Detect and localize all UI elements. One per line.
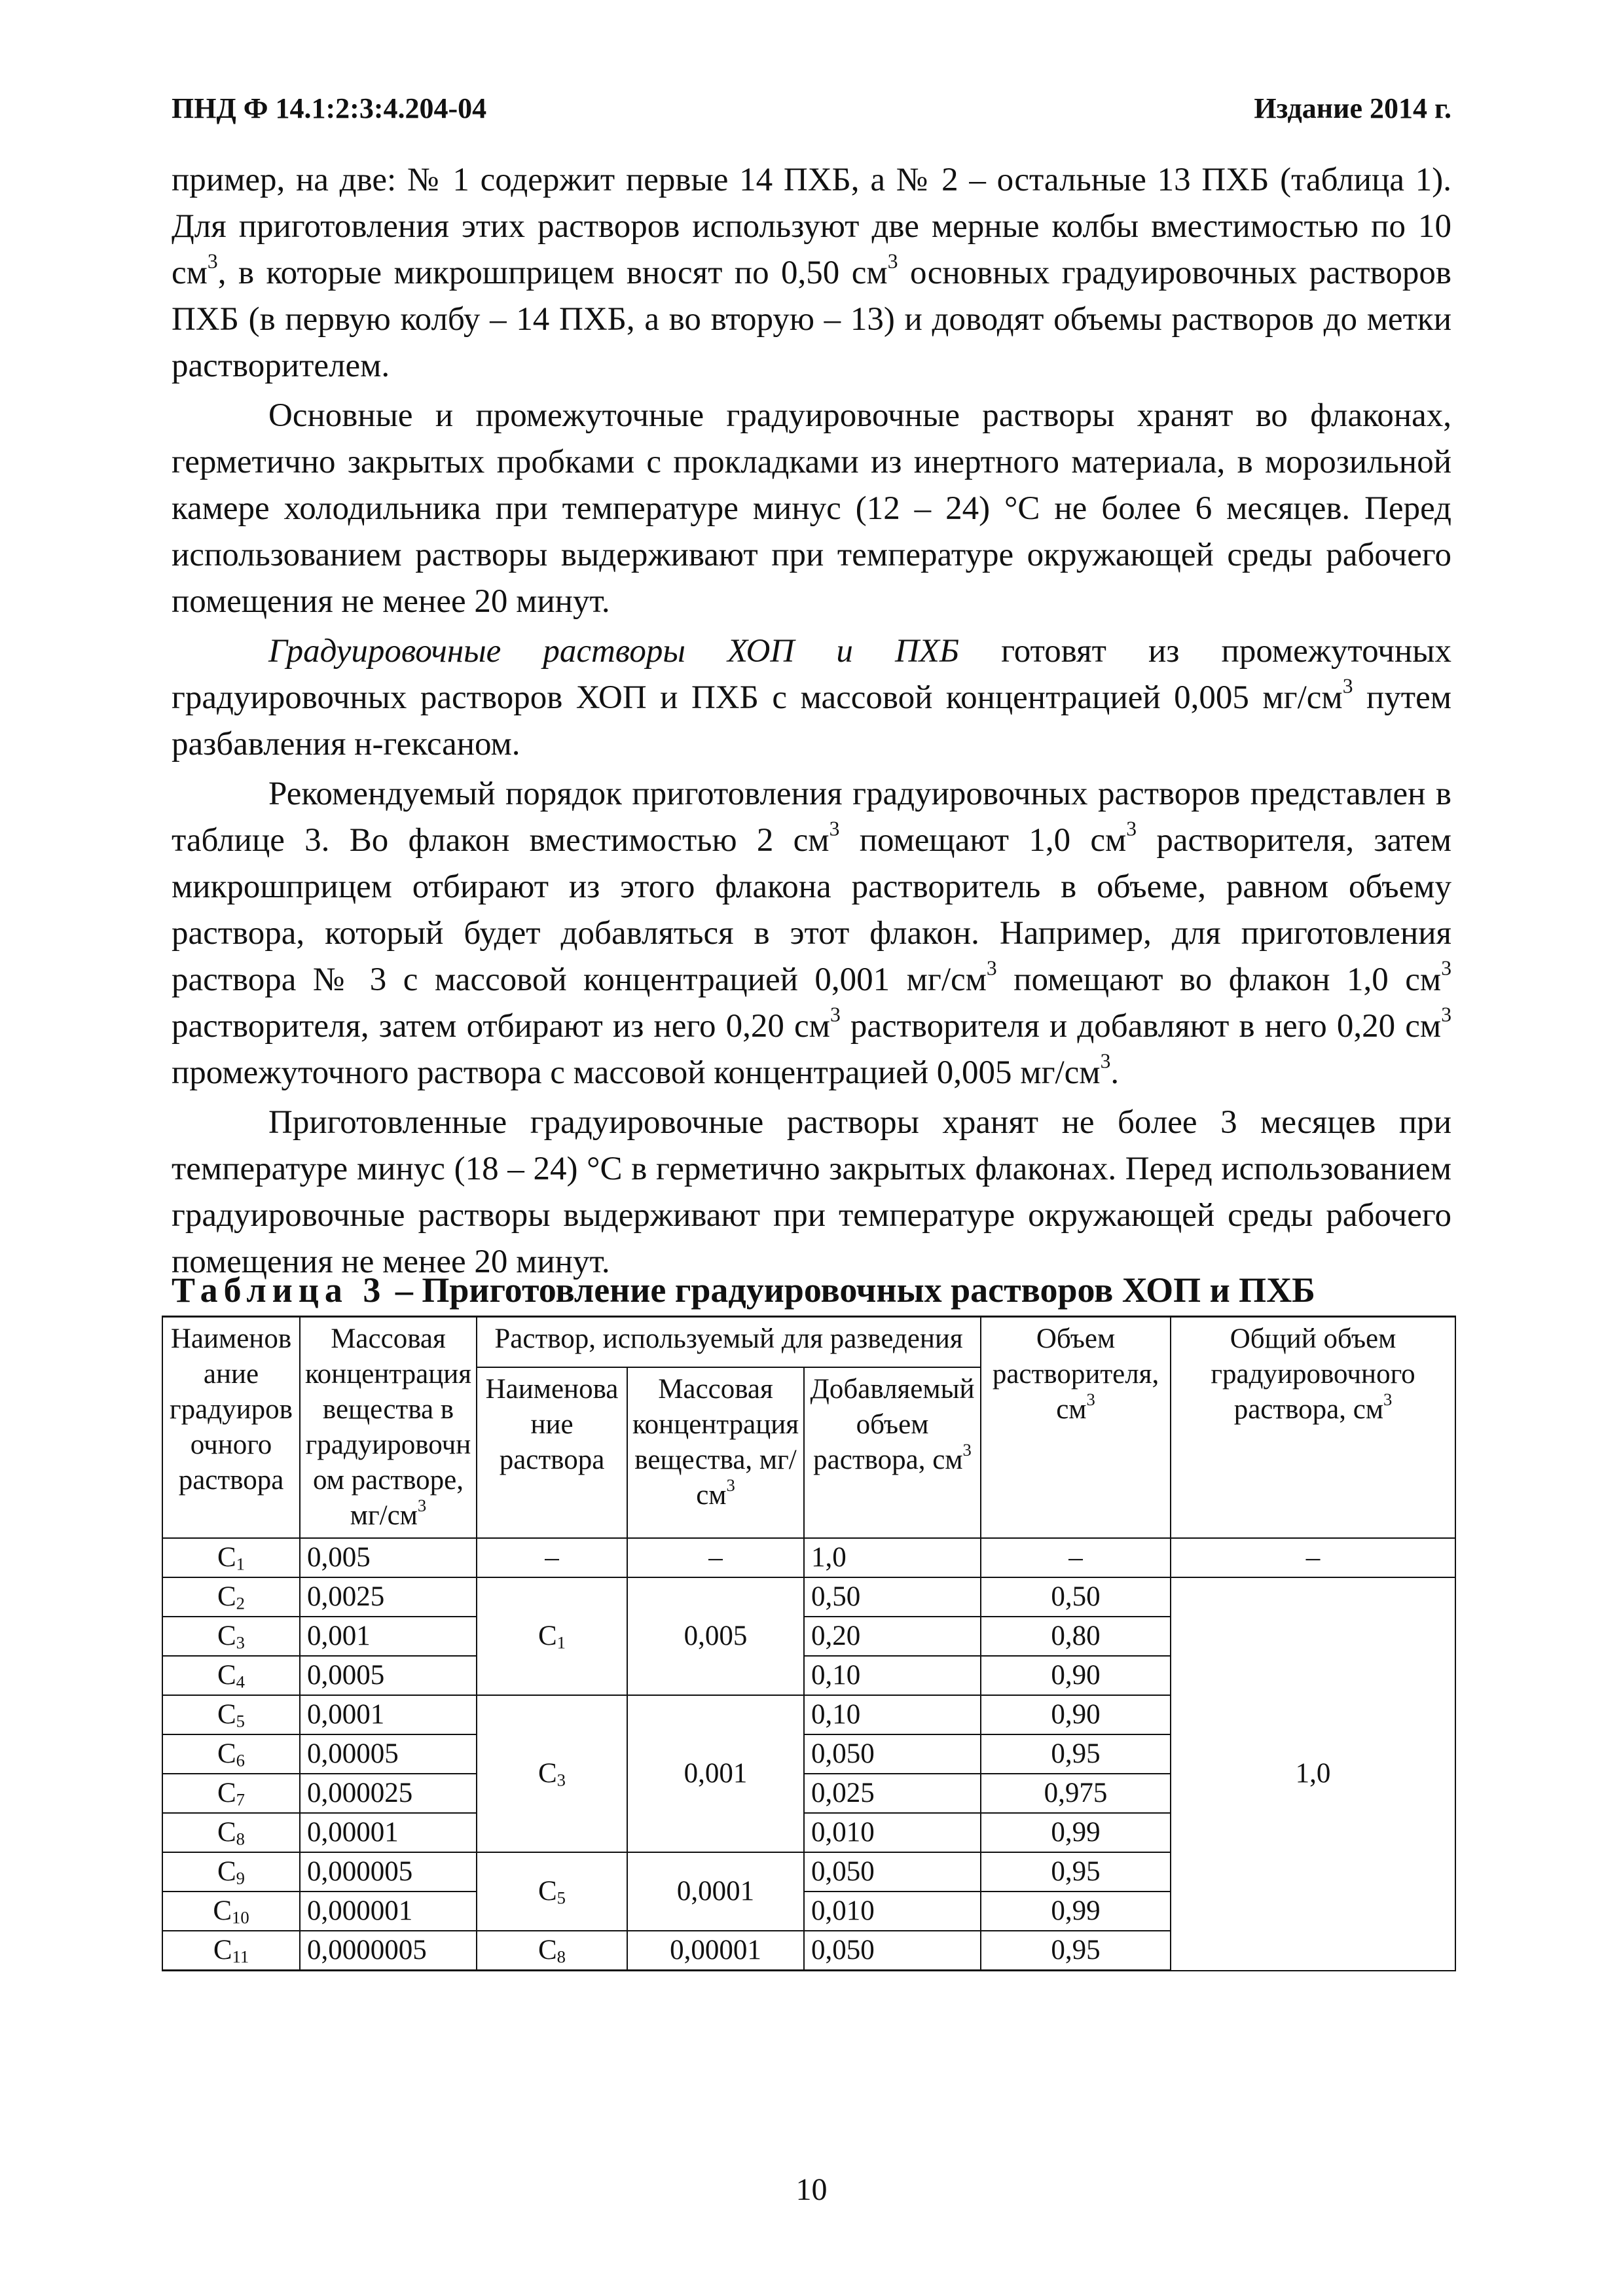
dilution-conc: – xyxy=(627,1538,804,1577)
page-number: 10 xyxy=(795,2172,828,2207)
solution-conc: 0,005 xyxy=(300,1538,477,1577)
dilution-conc: 0,001 xyxy=(627,1695,804,1852)
added-volume: 0,50 xyxy=(804,1577,981,1617)
solvent-volume: 0,95 xyxy=(981,1852,1171,1892)
solution-conc: 0,0000005 xyxy=(300,1931,477,1971)
added-volume: 1,0 xyxy=(804,1538,981,1577)
dilution-name: $C_1$ xyxy=(477,1577,627,1695)
header-cell: Раствор, используемый для разведения xyxy=(477,1317,981,1368)
solvent-volume: 0,50 xyxy=(981,1577,1171,1617)
solvent-volume: – xyxy=(981,1538,1171,1577)
solution-name: $C_2$ xyxy=(162,1577,300,1617)
solution-conc: 0,0005 xyxy=(300,1656,477,1695)
solvent-volume: 0,975 xyxy=(981,1774,1171,1813)
dilution-name: $C_3$ xyxy=(477,1695,627,1852)
solution-name: $C_7$ xyxy=(162,1774,300,1813)
header-cell: Наименование раствора xyxy=(477,1367,627,1538)
solution-name: $C_{10}$ xyxy=(162,1892,300,1931)
solvent-volume: 0,99 xyxy=(981,1813,1171,1852)
added-volume: 0,050 xyxy=(804,1852,981,1892)
table-header-row xyxy=(162,1317,1455,1368)
total-volume: 1,0 xyxy=(1171,1577,1455,1971)
added-volume: 0,10 xyxy=(804,1695,981,1734)
solution-conc: 0,00005 xyxy=(300,1734,477,1774)
added-volume: 0,010 xyxy=(804,1813,981,1852)
solution-name: $C_3$ xyxy=(162,1617,300,1656)
solvent-volume: 0,95 xyxy=(981,1931,1171,1971)
dilution-name: $C_8$ xyxy=(477,1931,627,1971)
calibration-table xyxy=(162,1316,1456,1971)
dilution-name: – xyxy=(477,1538,627,1577)
solution-conc: 0,000005 xyxy=(300,1852,477,1892)
solution-conc: 0,0001 xyxy=(300,1695,477,1734)
solvent-volume: 0,80 xyxy=(981,1617,1171,1656)
added-volume: 0,20 xyxy=(804,1617,981,1656)
solution-conc: 0,000025 xyxy=(300,1774,477,1813)
solution-conc: 0,001 xyxy=(300,1617,477,1656)
solution-name: $C_5$ xyxy=(162,1695,300,1734)
solvent-volume: 0,90 xyxy=(981,1695,1171,1734)
added-volume: 0,010 xyxy=(804,1892,981,1931)
table-row xyxy=(162,1577,1455,1617)
added-volume: 0,10 xyxy=(804,1656,981,1695)
edition-label: Издание 2014 г. xyxy=(1254,92,1451,124)
header-cell: Общий объем градуировочного раствора, $см^3$ xyxy=(1171,1317,1455,1539)
solution-name: $C_9$ xyxy=(162,1852,300,1892)
solvent-volume: 0,90 xyxy=(981,1656,1171,1695)
added-volume: 0,050 xyxy=(804,1931,981,1971)
body-text xyxy=(172,157,1451,1289)
total-volume: – xyxy=(1171,1538,1455,1577)
dilution-name: $C_5$ xyxy=(477,1852,627,1931)
header-cell: Массовая концентрация вещества в градуировочном растворе, $мг/см^3$ xyxy=(300,1317,477,1539)
table-title: Таблица 3 – Приготовление градуировочных растворов ХОП и ПХБ xyxy=(172,1270,1315,1310)
header-cell: Массовая концентрация вещества, $мг/см^3$ xyxy=(627,1367,804,1538)
added-volume: 0,050 xyxy=(804,1734,981,1774)
page-header xyxy=(172,92,1451,125)
solution-conc: 0,00001 xyxy=(300,1813,477,1852)
table-row xyxy=(162,1538,1455,1577)
header-cell: Добавляемый объем раствора, $см^3$ xyxy=(804,1367,981,1538)
dilution-conc: 0,005 xyxy=(627,1577,804,1695)
document-code: ПНД Ф 14.1:2:3:4.204-04 xyxy=(172,92,487,124)
paragraph: Основные и промежуточные градуировочные растворы хранят во флаконах, герметично закрытых пробками с прокладками из инертного материала, в морозильной камере холодильника при температуре минус (12 – 24) °С не более 6 месяцев. Перед использованием растворы выдерживают при температуре окружающей среды рабочего помещения не менее 20 минут. xyxy=(172,397,1451,620)
solution-name: $C_4$ xyxy=(162,1656,300,1695)
header-cell: Наименование градуировочного раствора xyxy=(162,1317,300,1539)
added-volume: 0,025 xyxy=(804,1774,981,1813)
solution-name: $C_1$ xyxy=(162,1538,300,1577)
solution-name: $C_6$ xyxy=(162,1734,300,1774)
solution-conc: 0,000001 xyxy=(300,1892,477,1931)
italic-lead: Градуировочные растворы ХОП и ПХБ xyxy=(268,633,960,670)
solution-name: $C_{11}$ xyxy=(162,1931,300,1971)
solution-name: $C_8$ xyxy=(162,1813,300,1852)
paragraph: Приготовленные градуировочные растворы хранят не более 3 месяцев при температуре минус (18 – 24) °С в герметично закрытых флаконах. Перед использованием градуировочные растворы выдерживают при температуре окружающей среды рабочего помещения не менее 20 минут. xyxy=(172,1104,1451,1280)
dilution-conc: 0,00001 xyxy=(627,1931,804,1971)
solution-conc: 0,0025 xyxy=(300,1577,477,1617)
solvent-volume: 0,95 xyxy=(981,1734,1171,1774)
paragraph: Рекомендуемый порядок приготовления градуировочных растворов представлен в таблице 3. Во флакон вместимостью 2 $см^3$ помещают 1,0 $см^3$ растворителя, затем микрошприцем отбирают из этого флакона растворитель в объеме, равном объему раствора, который будет добавляться в этот флакон. Например, для приготовления раствора № 3 с массовой концентрацией 0,001 $мг/см^3$ помещают во флакон 1,0 $см^3$ растворителя, затем отбирают из него 0,20 $см^3$ растворителя и добавляют в него 0,20 $см^3$ промежуточного раствора с массовой концентрацией 0,005 $мг/см^3$. xyxy=(172,776,1452,1091)
solvent-volume: 0,99 xyxy=(981,1892,1171,1931)
dilution-conc: 0,0001 xyxy=(627,1852,804,1931)
header-cell: Объем растворителя, $см^3$ xyxy=(981,1317,1171,1539)
paragraph: пример, на две: № 1 содержит первые 14 ПХБ, а № 2 – остальные 13 ПХБ (таблица 1). Для приготовления этих растворов используют две мерные колбы вместимостью по 10 $см^3$, в которые микрошприцем вносят по 0,50 $см^3$ основных градуировочных растворов ПХБ (в первую колбу – 14 ПХБ, а во вторую – 13) и доводят объемы растворов до метки растворителем. xyxy=(172,162,1451,384)
paragraph: Градуировочные растворы ХОП и ПХБ готовят из промежуточных градуировочных растворов ХОП и ПХБ с массовой концентрацией 0,005 $мг/см^3$ путем разбавления н-гексаном. xyxy=(172,633,1451,762)
